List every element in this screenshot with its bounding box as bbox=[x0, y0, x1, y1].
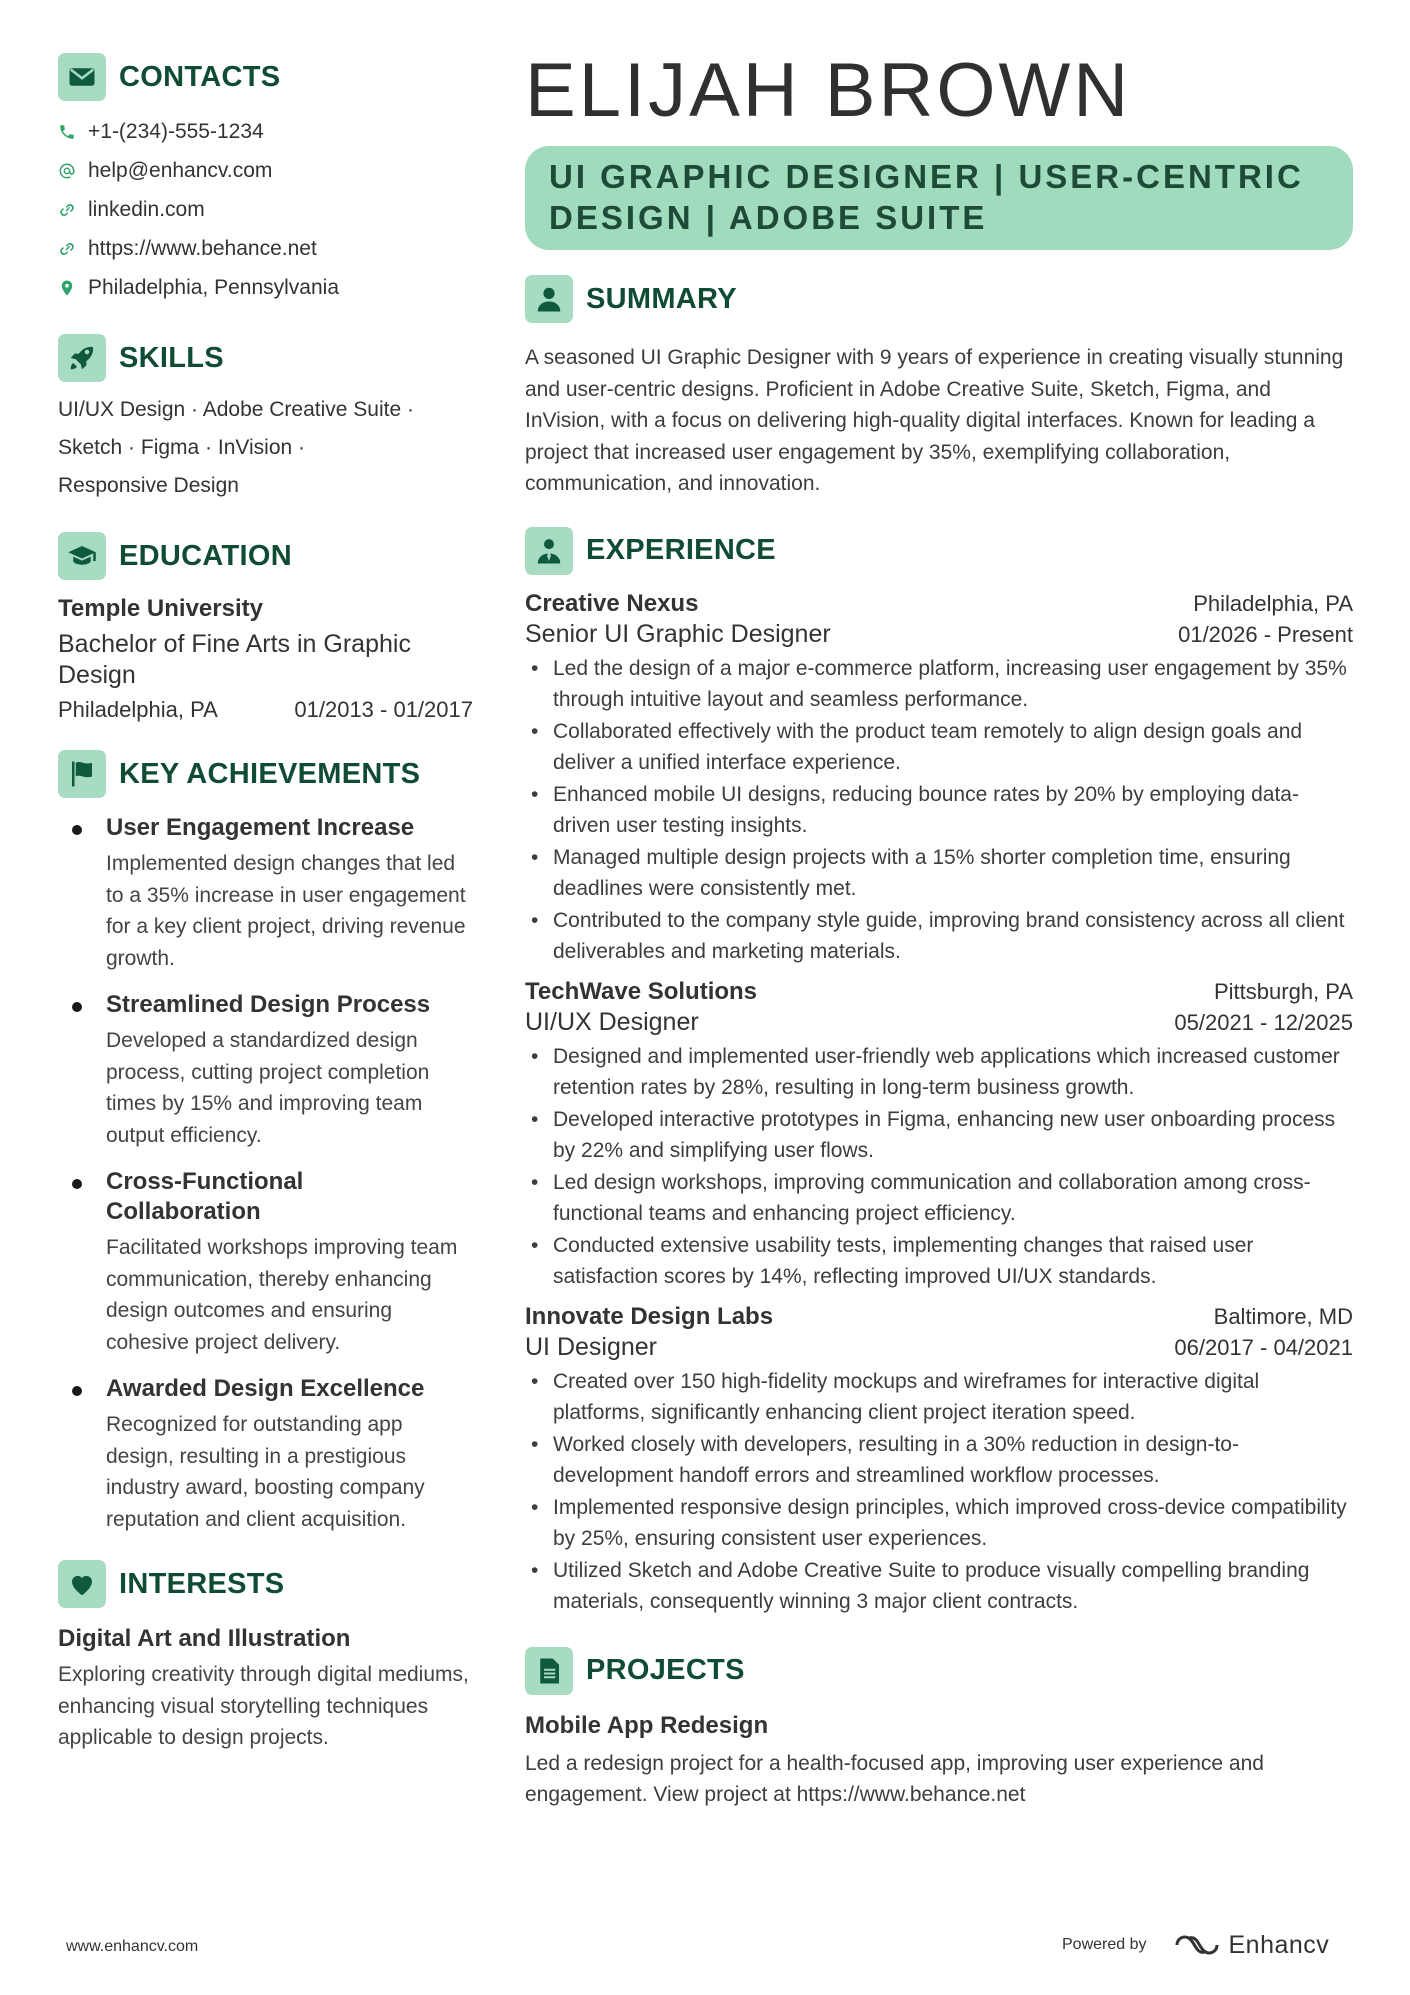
heart-icon bbox=[58, 1560, 106, 1608]
achievement-item bbox=[58, 1374, 478, 1535]
job-bullet: • Developed interactive prototypes in Figma, enhancing new user onboarding process by 22% and simplifying user flows. bbox=[525, 1104, 1353, 1167]
achievement-item bbox=[58, 1167, 478, 1358]
bullet-dot-icon bbox=[72, 1002, 82, 1012]
education-meta bbox=[58, 697, 473, 723]
bullet-dot-icon bbox=[72, 825, 82, 835]
interests-heading: INTERESTS bbox=[119, 1567, 285, 1600]
achievement-desc: Implemented design changes that led to a 35% increase in user engagement for a key client project, driving revenue growth. bbox=[106, 852, 466, 970]
skills-list bbox=[58, 391, 478, 505]
job-bullet: • Conducted extensive usability tests, implementing changes that raised user satisfaction scores by 14%, reflecting improved UI/UX standards. bbox=[525, 1230, 1353, 1293]
at-icon bbox=[58, 162, 76, 180]
achievement-title: User Engagement Increase bbox=[106, 814, 415, 841]
contact-linkedin[interactable] bbox=[58, 190, 478, 229]
skills-heading: SKILLS bbox=[119, 341, 224, 374]
project-title: Mobile App Redesign bbox=[525, 1711, 769, 1739]
job-bullets bbox=[525, 1366, 1353, 1618]
job-role: UI Designer bbox=[525, 1332, 657, 1361]
summary-heading: SUMMARY bbox=[586, 282, 737, 315]
achievements-list bbox=[58, 813, 478, 1535]
skills-line: Responsive Design bbox=[58, 474, 239, 497]
bullet-dot-icon bbox=[72, 1386, 82, 1396]
job-header bbox=[525, 590, 1353, 618]
achievement-desc: Developed a standardized design process, cutting project completion times by 15% and improving team output efficiency. bbox=[106, 1029, 430, 1147]
achievement-title: Streamlined Design Process bbox=[106, 991, 431, 1018]
education-dates: 01/2013 - 01/2017 bbox=[294, 697, 473, 722]
job-company: Creative Nexus bbox=[525, 589, 699, 617]
contact-text: linkedin.com bbox=[88, 197, 205, 221]
skills-line: UI/UX Design · Adobe Creative Suite · bbox=[58, 398, 414, 421]
job-bullet: • Utilized Sketch and Adobe Creative Suite to produce visually compelling branding materials, consequently winning 3 major client contracts. bbox=[525, 1555, 1353, 1618]
link-icon bbox=[58, 201, 76, 219]
headline-line: DESIGN | ADOBE SUITE bbox=[549, 199, 988, 236]
education-degree: Bachelor of Fine Arts in Graphic Design bbox=[58, 630, 411, 689]
contacts-heading: CONTACTS bbox=[119, 60, 281, 93]
job-entry bbox=[525, 1303, 1353, 1618]
contact-text: https://www.behance.net bbox=[88, 236, 317, 260]
achievement-desc: Recognized for outstanding app design, resulting in a prestigious industry award, boosting company reputation and client acquisition. bbox=[106, 1413, 425, 1531]
headline-line: UI GRAPHIC DESIGNER | USER-CENTRIC bbox=[549, 158, 1304, 195]
achievements-heading: KEY ACHIEVEMENTS bbox=[119, 757, 421, 790]
contact-text: Philadelphia, Pennsylvania bbox=[88, 275, 340, 299]
job-bullet: • Collaborated effectively with the product team remotely to align design goals and deliver a unified interface experience. bbox=[525, 716, 1353, 779]
achievement-desc: Facilitated workshops improving team communication, thereby enhancing design outcomes and ensuring cohesive project delivery. bbox=[106, 1236, 458, 1354]
contacts-section-header bbox=[58, 52, 478, 102]
projects-section-header bbox=[525, 1646, 1353, 1696]
job-location: Pittsburgh, PA bbox=[1214, 978, 1353, 1004]
phone-icon bbox=[58, 123, 76, 141]
contact-location bbox=[58, 268, 478, 307]
job-company: Innovate Design Labs bbox=[525, 1302, 774, 1330]
achievement-title: Cross-Functional Collaboration bbox=[106, 1168, 304, 1225]
powered-by-label: Powered by bbox=[1062, 1936, 1147, 1953]
job-dates: 01/2026 - Present bbox=[1178, 621, 1353, 647]
job-location: Philadelphia, PA bbox=[1193, 590, 1353, 616]
job-entry bbox=[525, 978, 1353, 1293]
education-location: Philadelphia, PA bbox=[58, 697, 218, 722]
job-role: UI/UX Designer bbox=[525, 1007, 699, 1036]
education-heading: EDUCATION bbox=[119, 539, 292, 572]
job-bullet: • Managed multiple design projects with a 15% shorter completion time, ensuring deadlines were consistently met. bbox=[525, 842, 1353, 905]
contacts-list bbox=[58, 112, 478, 307]
bullet-dot-icon bbox=[72, 1179, 82, 1189]
contact-text: help@enhancv.com bbox=[88, 158, 273, 182]
right-column bbox=[525, 46, 1353, 1811]
summary-section-header bbox=[525, 274, 1353, 324]
achievements-section-header bbox=[58, 749, 478, 799]
job-bullet: • Implemented responsive design principles, which improved cross-device compatibility by 25%, ensuring consistent user experiences. bbox=[525, 1492, 1353, 1555]
job-subheader bbox=[525, 1008, 1353, 1037]
education-section-header bbox=[58, 531, 478, 581]
experience-section-header bbox=[525, 526, 1353, 576]
job-bullet: • Contributed to the company style guide, improving brand consistency across all client deliverables and marketing materials. bbox=[525, 905, 1353, 968]
achievement-title: Awarded Design Excellence bbox=[106, 1375, 425, 1402]
job-subheader bbox=[525, 1333, 1353, 1362]
job-dates: 05/2021 - 12/2025 bbox=[1174, 1009, 1353, 1035]
achievement-item bbox=[58, 813, 478, 974]
briefcase-user-icon bbox=[525, 527, 573, 575]
job-entry bbox=[525, 590, 1353, 968]
envelope-icon bbox=[58, 53, 106, 101]
job-location: Baltimore, MD bbox=[1213, 1303, 1353, 1329]
flag-icon bbox=[58, 750, 106, 798]
location-pin-icon bbox=[58, 279, 76, 297]
job-bullet: • Led design workshops, improving communication and collaboration among cross-functional teams and enhancing project efficiency. bbox=[525, 1167, 1353, 1230]
projects-heading: PROJECTS bbox=[586, 1654, 745, 1686]
left-column bbox=[58, 52, 478, 1754]
summary-text: A seasoned UI Graphic Designer with 9 years of experience in creating visually stunning and user-centric designs. Proficient in Adobe Creative Suite, Sketch, Figma, and InVision, with a focus on delivering high-quality digital interfaces. Known for leading a project that increased user engagement by 35%, exemplifying collaboration, communication, and innovation. bbox=[525, 346, 1344, 495]
job-company: TechWave Solutions bbox=[525, 977, 758, 1005]
headline-banner bbox=[525, 146, 1353, 250]
contact-email[interactable] bbox=[58, 151, 478, 190]
job-dates: 06/2017 - 04/2021 bbox=[1174, 1334, 1353, 1360]
job-header bbox=[525, 1303, 1353, 1331]
job-bullet: • Worked closely with developers, resulting in a 30% reduction in design-to-development handoff errors and streamlined workflow processes. bbox=[525, 1429, 1353, 1492]
job-bullet: • Designed and implemented user-friendly web applications which increased customer retention rates by 28%, resulting in long-term business growth. bbox=[525, 1041, 1353, 1104]
job-bullet: • Created over 150 high-fidelity mockups and wireframes for interactive digital platforms, significantly enhancing client project iteration speed. bbox=[525, 1366, 1353, 1429]
user-icon bbox=[525, 275, 573, 323]
interest-title: Digital Art and Illustration bbox=[58, 1625, 351, 1652]
education-school: Temple University bbox=[58, 595, 263, 622]
contact-behance[interactable] bbox=[58, 229, 478, 268]
experience-heading: EXPERIENCE bbox=[586, 534, 776, 566]
enhancv-brand-name: Enhancv bbox=[1228, 1930, 1330, 1959]
graduation-cap-icon bbox=[58, 532, 106, 580]
interests-section-header bbox=[58, 1559, 478, 1609]
skills-line: Sketch · Figma · InVision · bbox=[58, 436, 306, 459]
achievement-item bbox=[58, 990, 478, 1151]
job-bullets bbox=[525, 1041, 1353, 1293]
contact-phone[interactable] bbox=[58, 112, 478, 151]
job-subheader bbox=[525, 620, 1353, 649]
job-role: Senior UI Graphic Designer bbox=[525, 619, 831, 648]
document-icon bbox=[525, 1647, 573, 1695]
link-icon bbox=[58, 240, 76, 258]
footer-branding bbox=[1062, 1928, 1329, 1962]
contact-text: +1-(234)-555-1234 bbox=[88, 119, 264, 143]
job-bullet: • Led the design of a major e-commerce platform, increasing user engagement by 35% through intuitive layout and seamless performance. bbox=[525, 653, 1353, 716]
interest-desc: Exploring creativity through digital mediums, enhancing visual storytelling techniques applicable to design projects. bbox=[58, 1663, 469, 1749]
job-bullet: • Enhanced mobile UI designs, reducing bounce rates by 20% by employing data-driven user testing insights. bbox=[525, 779, 1353, 842]
rocket-icon bbox=[58, 334, 106, 382]
footer-website-link[interactable]: www.enhancv.com bbox=[66, 1938, 199, 1955]
skills-section-header bbox=[58, 333, 478, 383]
project-desc: Led a redesign project for a health-focused app, improving user experience and engagement. View project at https://www.behance.net bbox=[525, 1751, 1264, 1806]
candidate-name: ELIJAH BROWN bbox=[525, 48, 1132, 133]
job-header bbox=[525, 978, 1353, 1006]
enhancv-logo-icon bbox=[1173, 1931, 1221, 1959]
job-bullets bbox=[525, 653, 1353, 968]
